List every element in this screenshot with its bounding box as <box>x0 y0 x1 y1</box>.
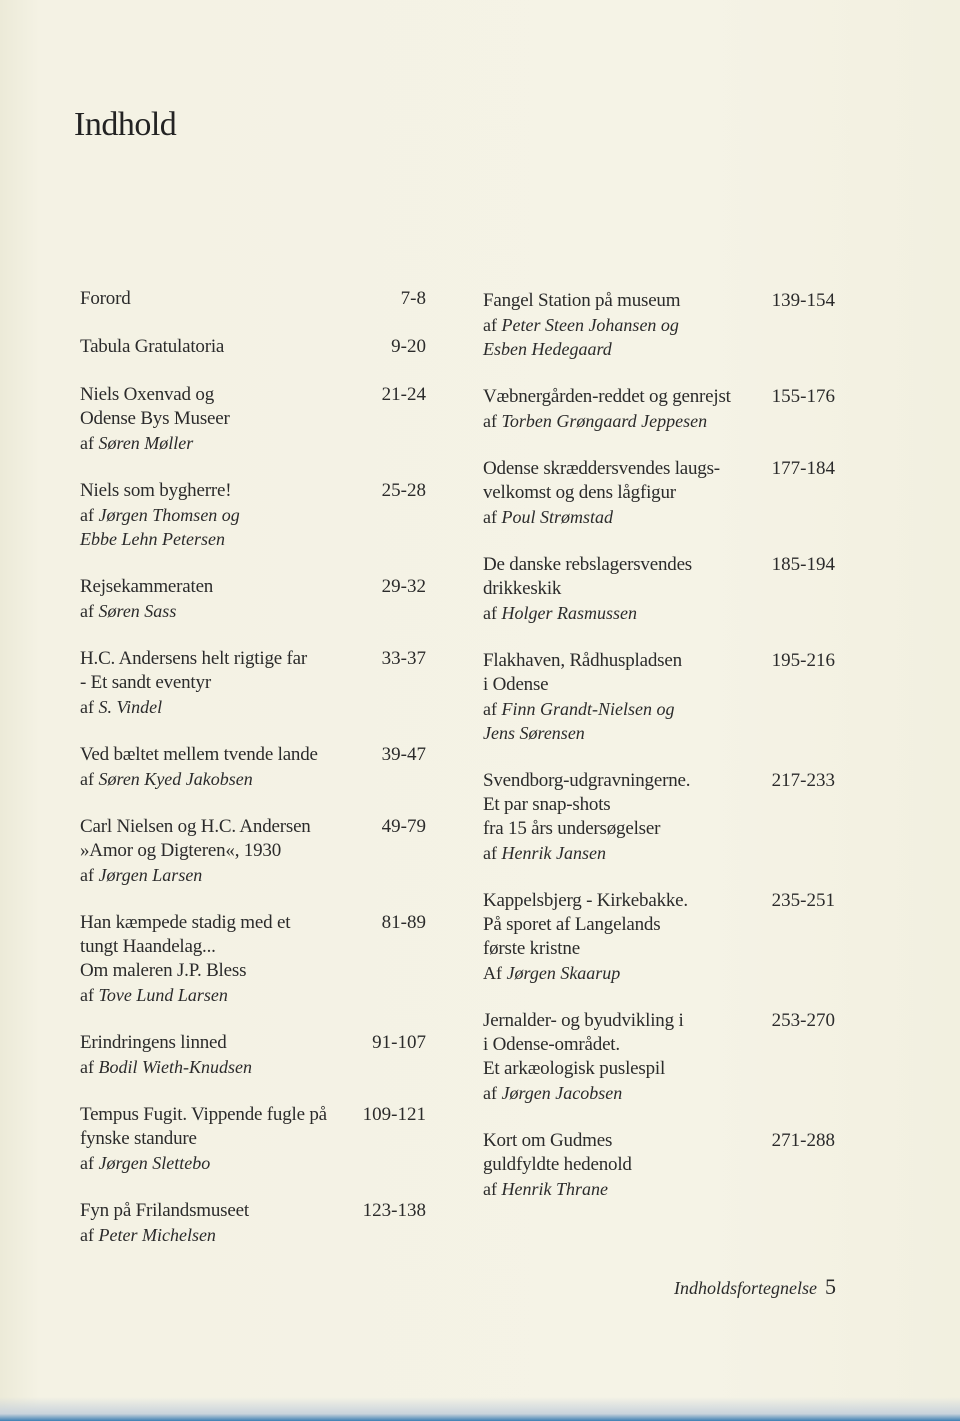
toc-entry-pages: 217-233 <box>771 770 835 791</box>
toc-entry-author <box>483 1081 835 1105</box>
toc-entry-title-line: Niels Oxenvad og <box>80 384 214 405</box>
author-prefix: af <box>80 433 94 453</box>
author-name: Peter Steen Johansen og <box>501 315 679 335</box>
toc-entry-title-line: første kristne <box>483 938 580 959</box>
author-prefix: af <box>80 1057 94 1077</box>
author-prefix: af <box>80 601 94 621</box>
toc-entry-pages: 33-37 <box>381 648 426 669</box>
toc-entry-title-line: guldfyldte hedenold <box>483 1154 632 1175</box>
toc-entry-author <box>483 961 835 985</box>
author-name: Ebbe Lehn Petersen <box>80 529 225 549</box>
toc-entry-author <box>80 695 426 719</box>
toc-entry <box>80 743 426 791</box>
toc-entry <box>80 383 426 455</box>
author-prefix: Af <box>483 963 502 983</box>
toc-entry-pages: 177-184 <box>771 458 835 479</box>
toc-entry-author <box>483 841 835 865</box>
toc-entry-pages: 91-107 <box>372 1032 426 1053</box>
author-prefix: af <box>483 411 497 431</box>
toc-entry-title-line: Tabula Gratulatoria <box>80 336 225 357</box>
toc-entry <box>80 911 426 1007</box>
toc-entry-pages: 81-89 <box>381 912 426 933</box>
toc-entry <box>80 647 426 719</box>
toc-left-column <box>80 287 426 1271</box>
author-prefix: af <box>80 1225 94 1245</box>
toc-entry-pages: 155-176 <box>771 386 835 407</box>
toc-entry-author <box>80 983 426 1007</box>
toc-entry <box>483 289 835 361</box>
author-name: Jørgen Skaarup <box>506 963 621 983</box>
toc-entry-pages: 139-154 <box>771 290 835 311</box>
toc-entry-title-line: Kort om Gudmes <box>483 1130 613 1151</box>
toc-entry-author <box>80 431 426 455</box>
toc-entry-title-line: velkomst og dens lågfigur <box>483 482 676 503</box>
toc-entry-pages: 195-216 <box>771 650 835 671</box>
toc-entry <box>80 1103 426 1175</box>
toc-entry-author <box>80 1055 426 1079</box>
toc-entry-author <box>483 1177 835 1201</box>
toc-entry-title-line: Fyn på Frilandsmuseet <box>80 1200 249 1221</box>
author-prefix: af <box>483 603 497 623</box>
toc-entry-author <box>483 409 835 433</box>
author-name: Finn Grandt-Nielsen og <box>501 699 675 719</box>
toc-entry <box>483 769 835 865</box>
toc-entry <box>483 1009 835 1105</box>
toc-entry-pages: 253-270 <box>771 1010 835 1031</box>
toc-entry-title-line: Jernalder- og byudvikling i <box>483 1010 684 1031</box>
toc-entry-author <box>483 601 835 625</box>
toc-entry-title-line: Væbnergården-reddet og genrejst <box>483 386 731 407</box>
author-name: Peter Michelsen <box>98 1225 216 1245</box>
author-name: Tove Lund Larsen <box>98 985 228 1005</box>
toc-entry-author <box>483 697 835 721</box>
toc-entry-pages: 7-8 <box>400 288 426 309</box>
toc-entry <box>80 1199 426 1247</box>
toc-entry-title-line: Fangel Station på museum <box>483 290 681 311</box>
toc-entry <box>483 649 835 745</box>
toc-entry <box>80 479 426 551</box>
author-prefix: af <box>80 769 94 789</box>
toc-entry <box>483 553 835 625</box>
toc-entry-title-line: Kappelsbjerg - Kirkebakke. <box>483 890 688 911</box>
toc-entry-title-line: - Et sandt eventyr <box>80 672 211 693</box>
toc-entry-title-line: Odense Bys Museer <box>80 408 230 429</box>
author-name: Bodil Wieth-Knudsen <box>98 1057 252 1077</box>
page-number: 5 <box>825 1274 836 1299</box>
page-title: Indhold <box>74 106 177 143</box>
author-prefix: af <box>80 1153 94 1173</box>
toc-entry-title-line: Tempus Fugit. Vippende fugle på <box>80 1104 327 1125</box>
toc-entry-title-line: Forord <box>80 288 131 309</box>
toc-entry-pages: 25-28 <box>381 480 426 501</box>
author-name: Holger Rasmussen <box>501 603 637 623</box>
toc-entry-title-line: fra 15 års undersøgelser <box>483 818 661 839</box>
toc-entry-pages: 21-24 <box>381 384 426 405</box>
author-name: S. Vindel <box>98 697 163 717</box>
toc-entry-title-line: i Odense <box>483 674 549 695</box>
toc-entry-author <box>80 767 426 791</box>
toc-entry-pages: 235-251 <box>771 890 835 911</box>
page-bottom-edge <box>0 1397 960 1421</box>
author-prefix: af <box>80 985 94 1005</box>
toc-entry-title-line: i Odense-området. <box>483 1034 620 1055</box>
toc-entry-title-line: Han kæmpede stadig med et <box>80 912 291 933</box>
author-name: Torben Grøngaard Jeppesen <box>501 411 708 431</box>
author-name: Jørgen Slettebo <box>98 1153 211 1173</box>
toc-entry-title-line: De danske rebslagersvendes <box>483 554 692 575</box>
toc-entry-pages: 123-138 <box>362 1200 426 1221</box>
toc-entry-pages: 271-288 <box>771 1130 835 1151</box>
author-name: Henrik Jansen <box>501 843 606 863</box>
toc-entry-title-line: H.C. Andersens helt rigtige far <box>80 648 308 669</box>
author-prefix: af <box>483 1083 497 1103</box>
toc-entry-title-line: Om maleren J.P. Bless <box>80 960 247 981</box>
toc-entry-pages: 9-20 <box>391 336 426 357</box>
toc-entry <box>483 1129 835 1201</box>
author-name: Jørgen Jacobsen <box>501 1083 623 1103</box>
toc-entry-title-line: Flakhaven, Rådhuspladsen <box>483 650 682 671</box>
toc-entry-author-cont <box>483 337 835 361</box>
author-name: Søren Kyed Jakobsen <box>98 769 253 789</box>
toc-entry-title-line: Et par snap-shots <box>483 794 611 815</box>
running-footer-label: Indholdsfortegnelse <box>674 1278 817 1298</box>
author-prefix: af <box>483 699 497 719</box>
page-footer <box>674 1274 836 1300</box>
toc-entry-author <box>483 313 835 337</box>
toc-entry-author <box>80 599 426 623</box>
toc-right-column <box>483 289 835 1225</box>
toc-entry <box>483 457 835 529</box>
toc-entry <box>80 575 426 623</box>
toc-entry-title-line: På sporet af Langelands <box>483 914 661 935</box>
toc-entry-author <box>80 1151 426 1175</box>
author-prefix: af <box>483 843 497 863</box>
toc-entry-title-line: Erindringens linned <box>80 1032 227 1053</box>
toc-entry-title-line: fynske standure <box>80 1128 197 1149</box>
author-name: Henrik Thrane <box>501 1179 608 1199</box>
toc-entry-author <box>80 503 426 527</box>
toc-entry-pages: 109-121 <box>362 1104 426 1125</box>
toc-entry <box>483 889 835 985</box>
author-name: Søren Møller <box>98 433 194 453</box>
toc-entry-author <box>80 863 426 887</box>
author-prefix: af <box>80 505 94 525</box>
toc-entry <box>80 1031 426 1079</box>
toc-entry-author-cont <box>483 721 835 745</box>
toc-entry-title-line: Rejsekammeraten <box>80 576 214 597</box>
toc-entry-title-line: drikkeskik <box>483 578 562 599</box>
toc-entry-title-line: Et arkæologisk puslespil <box>483 1058 666 1079</box>
author-prefix: af <box>483 1179 497 1199</box>
author-name: Poul Strømstad <box>501 507 613 527</box>
toc-entry-author <box>80 1223 426 1247</box>
toc-entry-title-line: Odense skræddersvendes laugs- <box>483 458 720 479</box>
toc-entry-title-line: Ved bæltet mellem tvende lande <box>80 744 318 765</box>
author-prefix: af <box>483 507 497 527</box>
toc-entry-author-cont <box>80 527 426 551</box>
toc-entry-pages: 185-194 <box>771 554 835 575</box>
toc-entry-title-line: tungt Haandelag... <box>80 936 216 957</box>
toc-entry <box>80 815 426 887</box>
toc-entry <box>80 335 426 359</box>
author-name: Jørgen Larsen <box>98 865 203 885</box>
author-name: Jørgen Thomsen og <box>98 505 240 525</box>
toc-entry-title-line: Niels som bygherre! <box>80 480 232 501</box>
author-prefix: af <box>483 315 497 335</box>
author-name: Esben Hedegaard <box>483 339 612 359</box>
toc-entry <box>80 287 426 311</box>
author-prefix: af <box>80 865 94 885</box>
toc-entry-author <box>483 505 835 529</box>
toc-entry-title-line: »Amor og Digteren«, 1930 <box>80 840 281 861</box>
toc-entry-pages: 39-47 <box>381 744 426 765</box>
author-name: Jens Sørensen <box>483 723 585 743</box>
author-name: Søren Sass <box>98 601 177 621</box>
toc-entry-title-line: Svendborg-udgravningerne. <box>483 770 691 791</box>
toc-entry-title-line: Carl Nielsen og H.C. Andersen <box>80 816 311 837</box>
author-prefix: af <box>80 697 94 717</box>
toc-entry <box>483 385 835 433</box>
toc-entry-pages: 29-32 <box>381 576 426 597</box>
toc-entry-pages: 49-79 <box>381 816 426 837</box>
